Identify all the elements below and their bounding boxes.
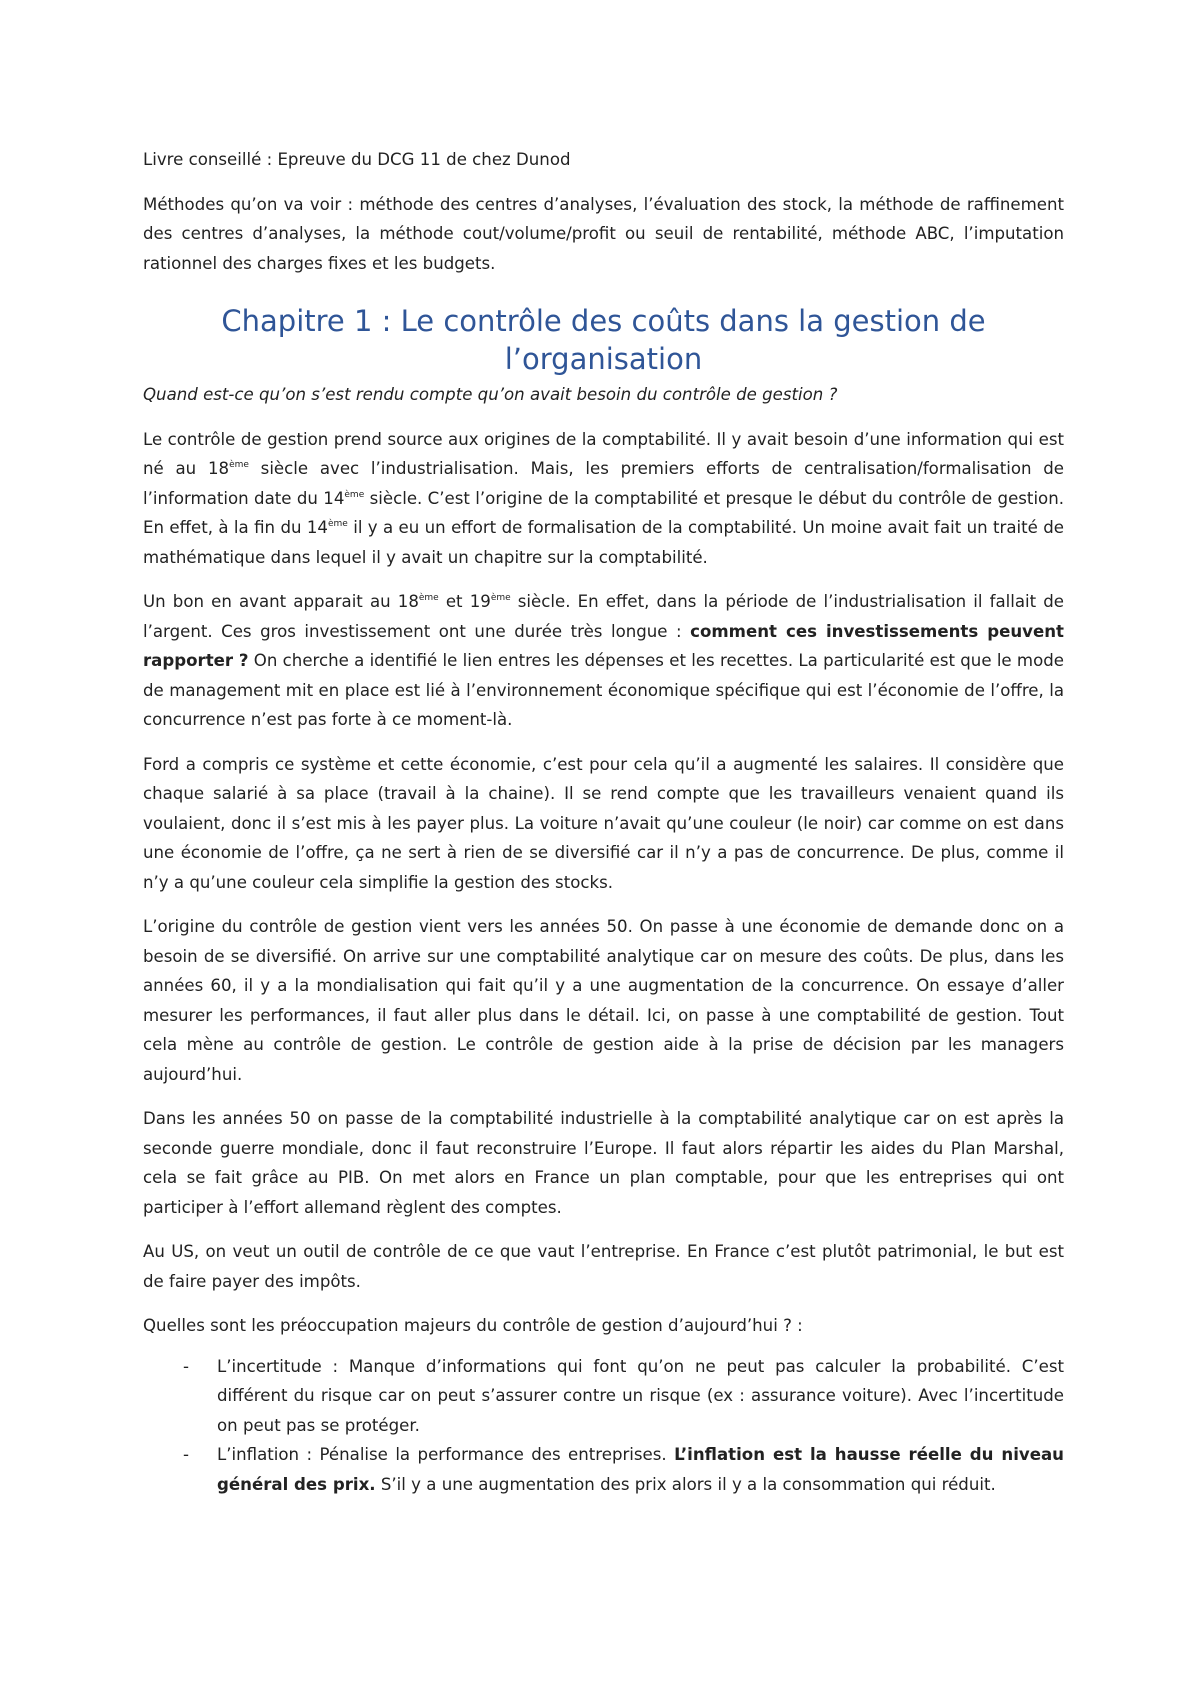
bold-definition: L’inflation est la hausse réelle du niveau général des prix.	[217, 1445, 1064, 1494]
paragraph-industrialisation: Un bon en avant apparait au 18ème et 19ème siècle. En effet, dans la période de l’industrialisation il fallait de l’argent. Ces gros investissement ont une durée très longue : comment ces investissements peuvent rapporter ? On cherche a identifié le lien entres les dépenses et les recettes. La particularité est que le mode de management mit en place est lié à l’environnement économique spécifique qui est l’économie de l’offre, la concurrence n’est pas forte à ce moment-là.	[143, 592, 1064, 729]
dash-bullet: -	[183, 1445, 189, 1464]
list-item-inflation: - L’inflation : Pénalise la performance des entreprises. L’inflation est la hausse réelle du niveau général des prix. S’il y a une augmentation des prix alors il y a la consommation qui réduit.	[143, 1440, 1064, 1499]
list-item-incertitude: - L’incertitude : Manque d’informations qui font qu’on ne peut pas calculer la probabilité. C’est différent du risque car on peut s’assurer contre un risque (ex : assurance voiture). Avec l’incertitude on peut pas se protéger.	[143, 1352, 1064, 1441]
concerns-list	[143, 1352, 1064, 1500]
paragraph-annees-50: Dans les années 50 on passe de la comptabilité industrielle à la comptabilité analytique car on est après la seconde guerre mondiale, donc il faut reconstruire l’Europe. Il faut alors répartir les aides du Plan Marshal, cela se fait grâce au PIB. On met alors en France un plan comptable, pour que les entreprises qui ont participer à l’effort allemand règlent des comptes.	[143, 1109, 1064, 1217]
dash-bullet: -	[183, 1356, 189, 1376]
paragraph-preoccupations: Quelles sont les préoccupation majeurs du contrôle de gestion d’aujourd’hui ? :	[143, 1316, 803, 1335]
paragraph-ford: Ford a compris ce système et cette économie, c’est pour cela qu’il a augmenté les salaires. Il considère que chaque salarié à sa place (travail à la chaine). Il se rend compte que les travailleurs venaient quand ils voulaient, donc il s’est mis à les payer plus. La voiture n’avait qu’une couleur (le noir) car comme on est dans une économie de l’offre, ça ne sert à rien de se diversifié car il n’y a pas de concurrence. De plus, comme il n’y a qu’une couleur cela simplifie la gestion des stocks.	[143, 754, 1064, 892]
chapter-title: Chapitre 1 : Le contrôle des coûts dans la gestion de l’organisation	[221, 304, 986, 376]
bold-question: comment ces investissements peuvent rapporter ?	[143, 621, 1064, 670]
paragraph-us-france: Au US, on veut un outil de contrôle de ce que vaut l’entreprise. En France c’est plutôt patrimonial, le but est de faire payer des impôts.	[143, 1242, 1064, 1291]
chapter-question: Quand est-ce qu’on s’est rendu compte qu’on avait besoin du contrôle de gestion ?	[143, 385, 838, 404]
paragraph-origins: Le contrôle de gestion prend source aux origines de la comptabilité. Il y avait besoin d’une information qui est né au 18ème siècle avec l’industrialisation. Mais, les premiers efforts de centralisation/formalisation de l’information date du 14ème siècle. C’est l’origine de la comptabilité et presque le début du contrôle de gestion. En effet, à la fin du 14ème il y a eu un effort de formalisation de la comptabilité. Un moine avait fait un traité de mathématique dans lequel il y avait un chapitre sur la comptabilité.	[143, 429, 1065, 567]
recommended-book: Livre conseillé : Epreuve du DCG 11 de chez Dunod	[143, 150, 571, 169]
paragraph-origin-controle: L’origine du contrôle de gestion vient vers les années 50. On passe à une économie de demande donc on a besoin de se diversifié. On arrive sur une comptabilité analytique car on mesure des coûts. De plus, dans les années 60, il y a la mondialisation qui fait qu’il y a une augmentation de la concurrence. On essaye d’aller mesurer les performances, il faut aller plus dans le détail. Ici, on passe à une comptabilité de gestion. Tout cela mène au contrôle de gestion. Le contrôle de gestion aide à la prise de décision par les managers aujourd’hui.	[143, 917, 1064, 1084]
methods-paragraph: Méthodes qu’on va voir : méthode des centres d’analyses, l’évaluation des stock, la méthode de raffinement des centres d’analyses, la méthode cout/volume/profit ou seuil de rentabilité, méthode ABC, l’imputation rationnel des charges fixes et les budgets.	[143, 194, 1064, 273]
